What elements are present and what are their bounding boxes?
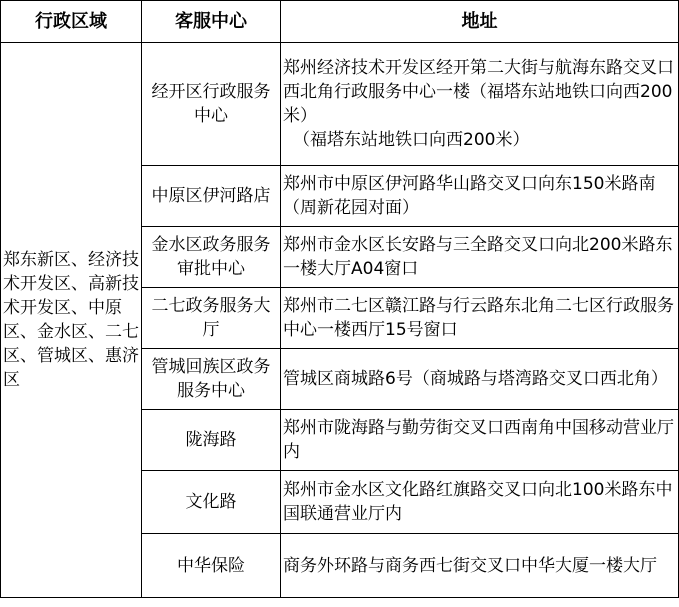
center-cell: 管城回族区政务服务中心 [142, 349, 281, 410]
address-cell: 郑州市中原区伊河路华山路交叉口向东150米路南（周新花园对面） [281, 166, 679, 227]
address-cell: 管城区商城路6号（商城路与塔湾路交叉口西北角） [281, 349, 679, 410]
address-text: 郑州经济技术开发区经开第二大街与航海东路交叉口西北角行政服务中心一楼（福塔东站地铁口向西200米） [283, 58, 674, 126]
header-address: 地址 [281, 1, 679, 43]
address-cell: 郑州市陇海路与勤劳街交叉口西南角中国移动营业厅内 [281, 410, 679, 471]
address-cell: 郑州市金水区长安路与三全路交叉口向北200米路东一楼大厅A04窗口 [281, 227, 679, 288]
center-cell: 经开区行政服务中心 [142, 43, 281, 166]
table-row [1, 43, 679, 166]
header-region: 行政区域 [1, 1, 142, 43]
address-cell [281, 43, 679, 166]
center-cell: 中原区伊河路店 [142, 166, 281, 227]
region-cell: 郑东新区、经济技术开发区、高新技术开发区、中原区、金水区、二七区、管城区、惠济区 [1, 43, 142, 598]
address-cell: 商务外环路与商务西七街交叉口中华大厦一楼大厅 [281, 534, 679, 598]
center-cell: 文化路 [142, 471, 281, 534]
header-row [1, 1, 679, 43]
header-center: 客服中心 [142, 1, 281, 43]
address-cell: 郑州市金水区文化路红旗路交叉口向北100米路东中国联通营业厅内 [281, 471, 679, 534]
center-cell: 陇海路 [142, 410, 281, 471]
center-cell: 金水区政务服务审批中心 [142, 227, 281, 288]
center-cell: 中华保险 [142, 534, 281, 598]
address-cell: 郑州市二七区赣江路与行云路东北角二七区行政服务中心一楼西厅15号窗口 [281, 288, 679, 349]
center-cell: 二七政务服务大厅 [142, 288, 281, 349]
address-extra-text: （福塔东站地铁口向西200米） [293, 130, 530, 150]
